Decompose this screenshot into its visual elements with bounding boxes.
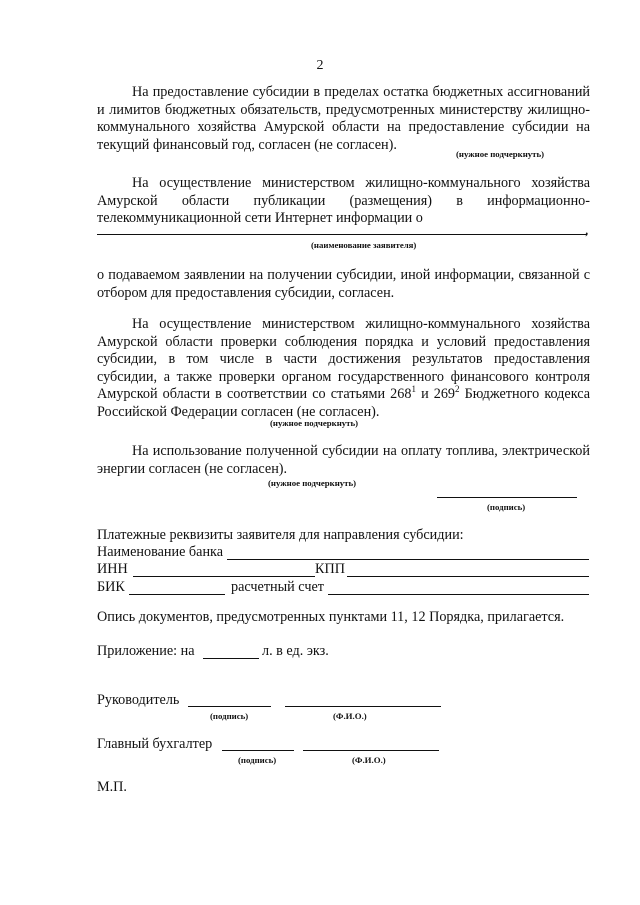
account-line[interactable]: [328, 594, 589, 595]
underline-note-3: (нужное подчеркнуть): [268, 478, 357, 488]
superscript-1: 1: [411, 384, 416, 395]
head-label: Руководитель: [97, 692, 180, 708]
bank-label: Наименование банка: [97, 544, 224, 560]
signature-note: (подпись): [487, 502, 526, 512]
fuel-consent-paragraph: На использование полученной субсидии на оплату топлива, электрической энергии согласен (не согласен).: [97, 443, 590, 477]
control-text: На осуществление министерством жилищно-коммунального хозяйства Амурской области проверки соблюдения порядка и условий предоставления субсидии, в том числе в части достижения результатов предоставления субсидии, а также проверки органом государственного финансового контроля Амурской области в соответствии со статьями 268: [97, 316, 590, 403]
applicant-name-line[interactable]: [97, 234, 587, 235]
appendix-pages-line[interactable]: [203, 658, 259, 659]
bik-label: БИК: [97, 579, 125, 595]
stamp-place: М.П.: [97, 779, 127, 795]
application-info-paragraph: о подаваемом заявлении на получении субсидии, иной информации, связанной с отбором для предоставления субсидии, согласен.: [97, 267, 590, 301]
control-text-end: Бюджетного кодекса Российской Федерации согласен (не согласен).: [97, 386, 590, 420]
superscript-2: 2: [455, 384, 460, 395]
head-signature-line[interactable]: [188, 706, 271, 707]
appendix-suffix: л. в ед. экз.: [262, 643, 329, 659]
inventory-statement: Опись документов, предусмотренных пунктами 11, 12 Порядка, прилагается.: [97, 609, 565, 625]
bik-line[interactable]: [129, 594, 225, 595]
payment-details-title: Платежные реквизиты заявителя для направления субсидии:: [97, 527, 464, 543]
head-signature-note: (подпись): [210, 711, 249, 721]
head-fio-note: (Ф.И.О.): [333, 711, 367, 721]
bank-name-line[interactable]: [227, 559, 589, 560]
accountant-fio-line[interactable]: [303, 750, 439, 751]
inn-label: ИНН: [97, 561, 128, 577]
accountant-signature-note: (подпись): [238, 755, 277, 765]
comma: ,: [585, 222, 589, 238]
accountant-signature-line[interactable]: [222, 750, 294, 751]
and-word: и 269: [415, 386, 456, 403]
accountant-label: Главный бухгалтер: [97, 736, 213, 752]
account-label: расчетный счет: [231, 579, 324, 595]
kpp-label: КПП: [315, 561, 345, 577]
budget-consent-paragraph: На предоставление субсидии в пределах остатка бюджетных ассигнований и лимитов бюджетных обязательств, предусмотренных министерству жилищно-коммунального хозяйства Амурской области на предоставление субсидии на текущий финансовый год, согласен (не согласен).: [97, 84, 590, 153]
inn-line[interactable]: [133, 576, 315, 577]
control-consent-paragraph: [97, 316, 590, 422]
underline-note-2: (нужное подчеркнуть): [270, 418, 359, 428]
applicant-name-note: (наименование заявителя): [311, 240, 417, 250]
publication-consent-paragraph: На осуществление министерством жилищно-коммунального хозяйства Амурской области публикации (размещения) в информационно-телекоммуникационной сети Интернет информации о: [97, 175, 590, 227]
appendix-label: Приложение: на: [97, 643, 195, 659]
page-number: 2: [316, 58, 324, 73]
kpp-line[interactable]: [347, 576, 589, 577]
accountant-fio-note: (Ф.И.О.): [352, 755, 386, 765]
signature-line[interactable]: [437, 497, 577, 498]
underline-note-1: (нужное подчеркнуть): [456, 149, 545, 159]
head-fio-line[interactable]: [285, 706, 441, 707]
